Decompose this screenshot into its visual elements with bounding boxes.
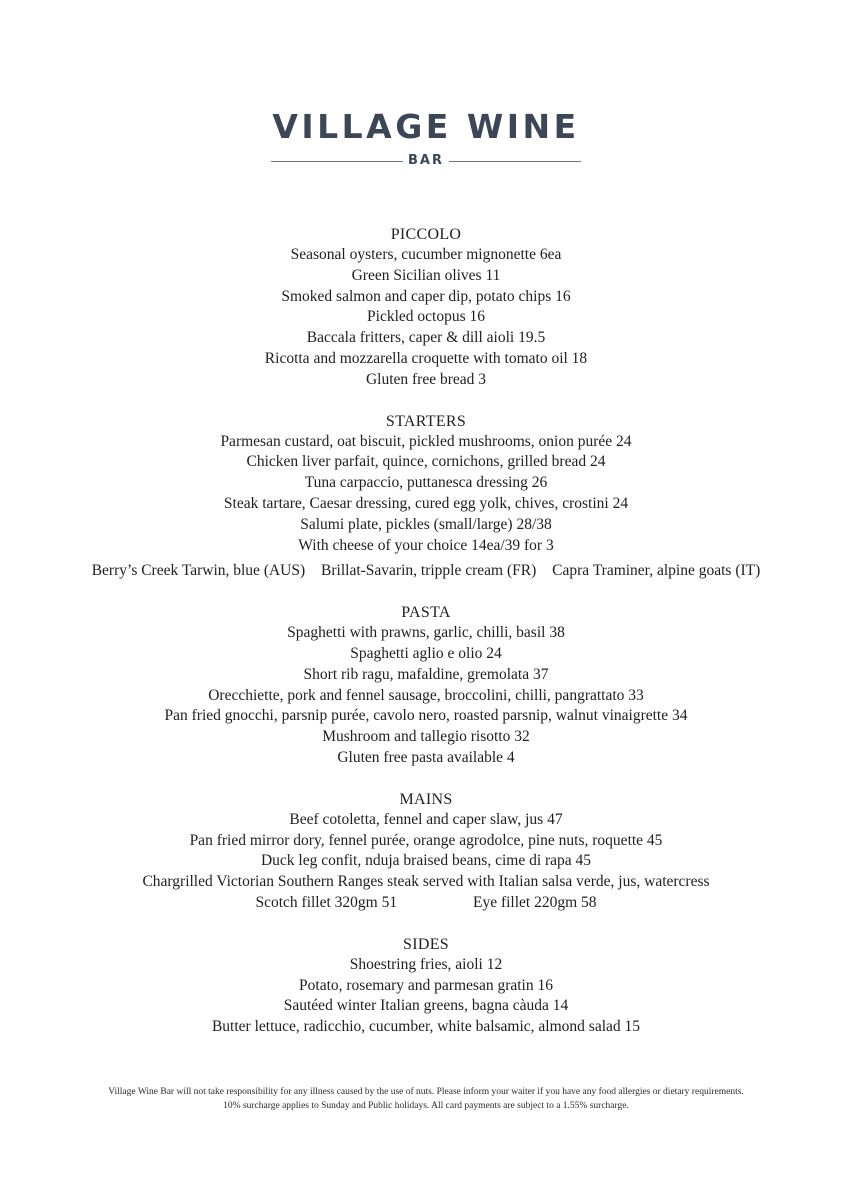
- menu-item: Duck leg confit, nduja braised beans, cime di rapa 45: [260, 852, 592, 870]
- section-title: SIDES: [403, 935, 449, 953]
- menu-item: Short rib ragu, mafaldine, gremolata 37: [303, 665, 549, 683]
- section-title: PICCOLO: [390, 226, 462, 243]
- menu-item: Gluten free bread 3: [365, 370, 487, 388]
- menu-item: Orecchiette, pork and fennel sausage, broccolini, chilli, pangrattato 33: [208, 686, 644, 704]
- logo-subtitle-row: [271, 150, 581, 172]
- steak-option-eye-fillet: Eye fillet 220gm 58: [472, 893, 597, 911]
- section-title: MAINS: [399, 790, 453, 808]
- menu-item: Beef cotoletta, fennel and caper slaw, jus 47: [289, 810, 563, 828]
- logo-rule-right: [449, 161, 581, 162]
- menu-item: Pickled octopus 16: [367, 308, 485, 326]
- menu-item: Pan fried mirror dory, fennel purée, orange agrodolce, pine nuts, roquette 45: [189, 831, 663, 849]
- menu-item: Butter lettuce, radicchio, cucumber, white balsamic, almond salad 15: [211, 1018, 641, 1036]
- section-piccolo: [0, 224, 852, 391]
- footer-surcharge-note: 10% surcharge applies to Sunday and Public holidays. All card payments are subject to a 1.55% surcharge.: [223, 1101, 629, 1111]
- section-pasta: [0, 602, 852, 769]
- menu-item: Parmesan custard, oat biscuit, pickled mushrooms, onion purée 24: [220, 432, 632, 450]
- menu-item: Gluten free pasta available 4: [337, 748, 515, 766]
- cheese-option: Brillat-Savarin, tripple cream (FR): [321, 562, 537, 580]
- menu: [0, 224, 852, 1058]
- menu-item: Tuna carpaccio, puttanesca dressing 26: [304, 474, 548, 492]
- menu-item: Pan fried gnocchi, parsnip purée, cavolo nero, roasted parsnip, walnut vinaigrette 34: [164, 707, 688, 725]
- footer-disclaimer: [0, 1085, 852, 1113]
- section-mains: [0, 789, 852, 914]
- menu-item: Chargrilled Victorian Southern Ranges steak served with Italian salsa verde, jus, watercress: [142, 873, 710, 891]
- cheese-option: Capra Traminer, alpine goats (IT): [552, 562, 761, 580]
- menu-item: Mushroom and tallegio risotto 32: [322, 728, 530, 746]
- menu-item: Green Sicilian olives 11: [351, 266, 501, 284]
- logo-subtitle: BAR: [408, 153, 444, 168]
- menu-item: Shoestring fries, aioli 12: [349, 955, 503, 973]
- cheese-option: Berry’s Creek Tarwin, blue (AUS): [91, 562, 306, 580]
- logo-title: VILLAGE WINE: [272, 107, 580, 146]
- menu-item: With cheese of your choice 14ea/39 for 3: [298, 536, 554, 554]
- menu-item: Chicken liver parfait, quince, cornichons, grilled bread 24: [246, 453, 606, 471]
- cheese-options: [0, 561, 852, 582]
- section-starters: [0, 411, 852, 583]
- menu-item: Steak tartare, Caesar dressing, cured egg yolk, chives, crostini 24: [223, 494, 629, 512]
- menu-item: Spaghetti aglio e olio 24: [350, 644, 502, 662]
- menu-item: Sautéed winter Italian greens, bagna càuda 14: [283, 997, 569, 1015]
- steak-option-scotch-fillet: Scotch fillet 320gm 51: [255, 893, 398, 911]
- section-title: STARTERS: [385, 412, 467, 430]
- menu-item: Potato, rosemary and parmesan gratin 16: [299, 976, 553, 994]
- section-title: PASTA: [401, 604, 451, 622]
- steak-options: [0, 893, 852, 914]
- menu-item: Ricotta and mozzarella croquette with tomato oil 18: [264, 349, 588, 367]
- menu-item: Seasonal oysters, cucumber mignonette 6ea: [290, 246, 562, 263]
- menu-item: Baccala fritters, caper & dill aioli 19.5: [306, 329, 546, 347]
- footer-allergy-note: Village Wine Bar will not take responsibility for any illness caused by the use of nuts. Please inform your waiter if you have any food allergies or dietary requirements.: [108, 1087, 744, 1097]
- menu-item: Salumi plate, pickles (small/large) 28/38: [300, 515, 552, 533]
- section-sides: [0, 934, 852, 1038]
- menu-item: Spaghetti with prawns, garlic, chilli, basil 38: [287, 624, 565, 642]
- logo: [0, 108, 852, 172]
- menu-item: Smoked salmon and caper dip, potato chips 16: [281, 287, 571, 305]
